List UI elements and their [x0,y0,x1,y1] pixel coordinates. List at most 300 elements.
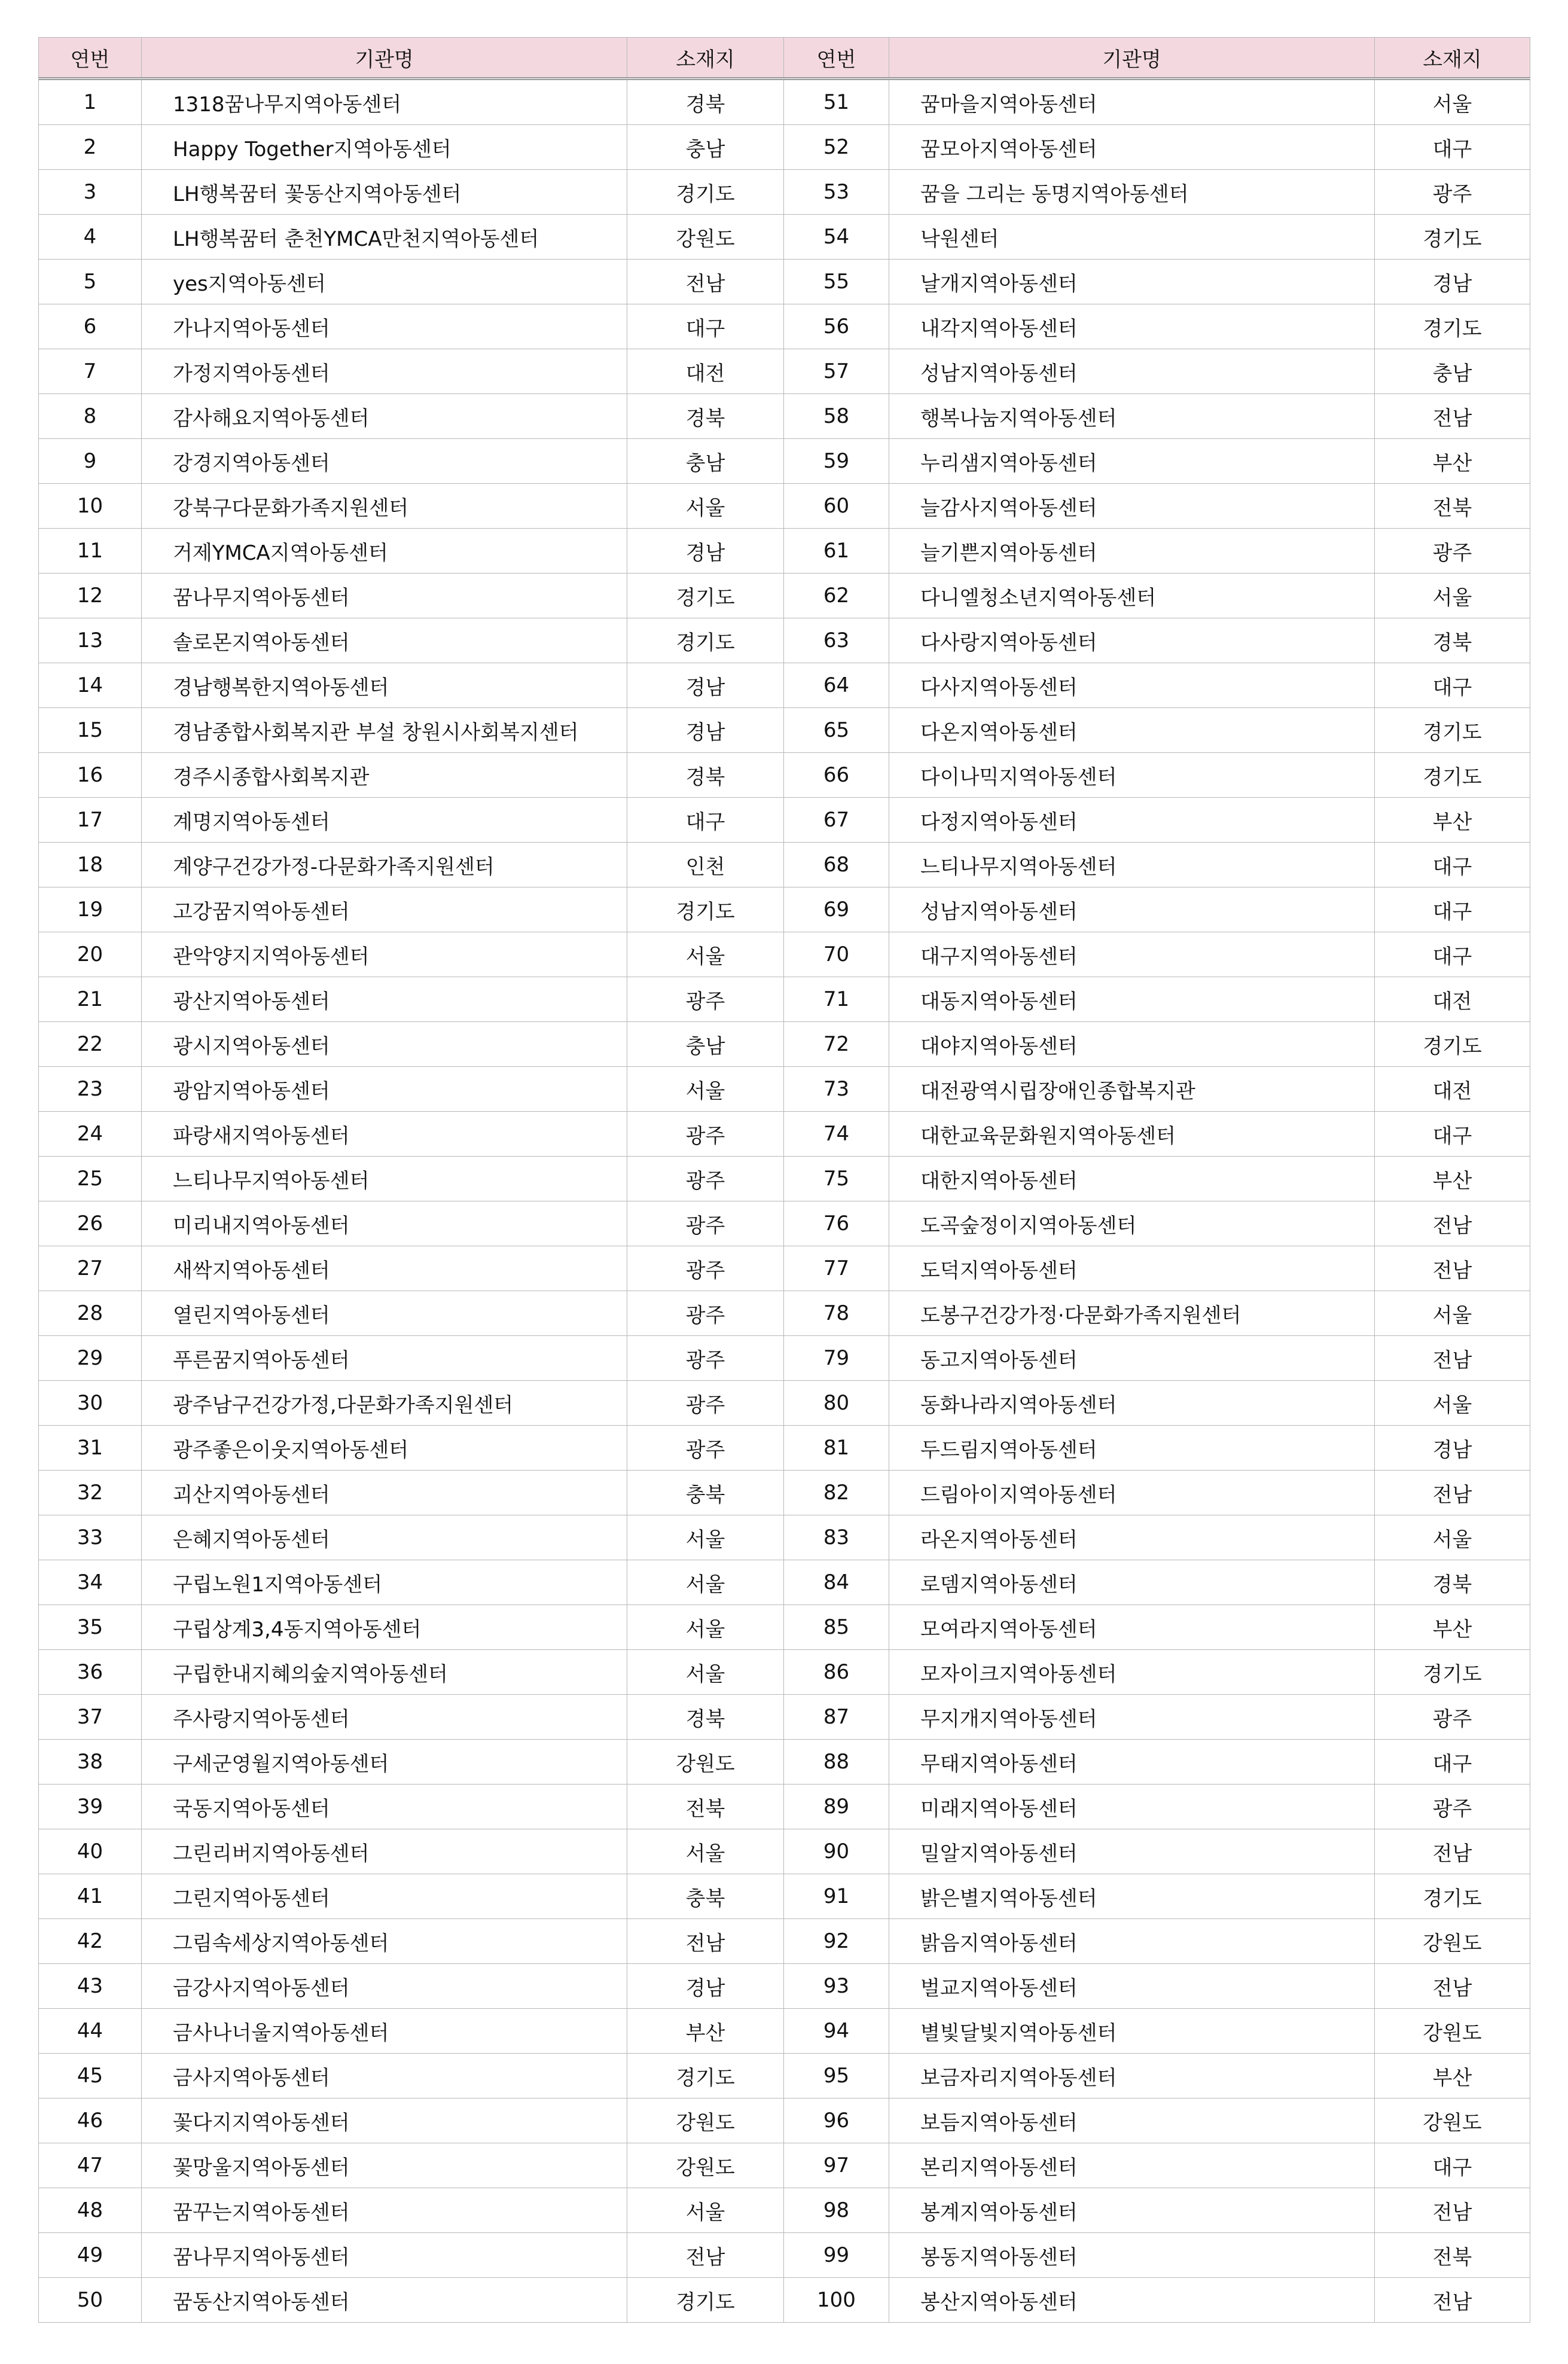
institution-name-cell: 가정지역아동센터 [142,349,627,394]
row-number-cell: 15 [39,708,142,753]
institution-name-cell: 구립상계3,4동지역아동센터 [142,1605,627,1650]
institution-name-cell: 꿈동산지역아동센터 [142,2278,627,2323]
table-row [39,618,1530,663]
location-cell: 전남 [1375,2188,1530,2233]
institution-name-cell: 밝음지역아동센터 [889,1919,1375,1964]
location-cell: 부산 [627,2009,784,2054]
location-cell: 서울 [627,1650,784,1695]
row-number-cell: 62 [784,574,889,618]
location-cell: 강원도 [1375,2009,1530,2054]
institution-name-cell: 봉계지역아동센터 [889,2188,1375,2233]
institution-name-cell: 경남종합사회복지관 부설 창원시사회복지센터 [142,708,627,753]
location-cell: 대구 [1375,125,1530,170]
institution-name-cell: 구립노원1지역아동센터 [142,1560,627,1605]
institution-name-cell: yes지역아동센터 [142,260,627,304]
institution-name-cell: Happy Together지역아동센터 [142,125,627,170]
location-cell: 부산 [1375,439,1530,484]
table-row [39,1067,1530,1112]
institution-name-cell: 성남지역아동센터 [889,349,1375,394]
institution-name-cell: 대한교육문화원지역아동센터 [889,1112,1375,1157]
row-number-cell: 91 [784,1874,889,1919]
row-number-cell: 39 [39,1785,142,1829]
location-cell: 전남 [1375,1829,1530,1874]
institution-name-cell: 꿈을 그리는 동명지역아동센터 [889,170,1375,215]
row-number-cell: 75 [784,1157,889,1201]
row-number-cell: 8 [39,394,142,439]
institution-name-cell: 도곡숲정이지역아동센터 [889,1201,1375,1246]
row-number-cell: 6 [39,304,142,349]
location-cell: 서울 [627,1605,784,1650]
location-cell: 전북 [1375,484,1530,529]
table-row [39,1336,1530,1381]
row-number-cell: 64 [784,663,889,708]
institution-name-cell: 파랑새지역아동센터 [142,1112,627,1157]
institution-name-cell: 라온지역아동센터 [889,1515,1375,1560]
row-number-cell: 32 [39,1471,142,1515]
institution-name-cell: 꿈모아지역아동센터 [889,125,1375,170]
table-row [39,170,1530,215]
location-cell: 충남 [627,439,784,484]
row-number-cell: 11 [39,529,142,574]
row-number-cell: 70 [784,932,889,977]
location-cell: 전북 [627,1785,784,1829]
institution-name-cell: 고강꿈지역아동센터 [142,887,627,932]
institution-name-cell: 모자이크지역아동센터 [889,1650,1375,1695]
row-number-cell: 79 [784,1336,889,1381]
table-row [39,708,1530,753]
row-number-cell: 31 [39,1426,142,1471]
institution-name-cell: 별빛달빛지역아동센터 [889,2009,1375,2054]
row-number-cell: 16 [39,753,142,798]
table-row [39,2009,1530,2054]
row-number-cell: 47 [39,2143,142,2188]
institution-name-cell: 대한지역아동센터 [889,1157,1375,1201]
row-number-cell: 22 [39,1022,142,1067]
table-row [39,1291,1530,1336]
institution-name-cell: 구세군영월지역아동센터 [142,1740,627,1785]
row-number-cell: 73 [784,1067,889,1112]
table-header-row [39,38,1530,79]
row-number-cell: 74 [784,1112,889,1157]
institution-name-cell: 꿈나무지역아동센터 [142,574,627,618]
row-number-cell: 3 [39,170,142,215]
row-number-cell: 49 [39,2233,142,2278]
row-number-cell: 12 [39,574,142,618]
row-number-cell: 44 [39,2009,142,2054]
institution-name-cell: 꿈나무지역아동센터 [142,2233,627,2278]
location-cell: 광주 [627,977,784,1022]
location-cell: 광주 [1375,529,1530,574]
institution-name-cell: 거제YMCA지역아동센터 [142,529,627,574]
location-cell: 전남 [1375,394,1530,439]
table-row [39,1829,1530,1874]
institution-name-cell: 감사해요지역아동센터 [142,394,627,439]
location-cell: 경기도 [627,2054,784,2098]
row-number-cell: 51 [784,79,889,125]
table-row [39,1874,1530,1919]
institution-name-cell: 금사지역아동센터 [142,2054,627,2098]
institution-name-cell: 계명지역아동센터 [142,798,627,843]
institution-name-cell: 국동지역아동센터 [142,1785,627,1829]
location-cell: 대구 [1375,2143,1530,2188]
institution-name-cell: 동화나라지역아동센터 [889,1381,1375,1426]
row-number-cell: 45 [39,2054,142,2098]
location-cell: 충남 [627,125,784,170]
institution-name-cell: 꽃다지지역아동센터 [142,2098,627,2143]
location-cell: 충북 [627,1874,784,1919]
location-cell: 광주 [627,1201,784,1246]
location-cell: 경기도 [627,887,784,932]
institution-name-cell: 낙원센터 [889,215,1375,260]
location-cell: 광주 [627,1246,784,1291]
table-row [39,1785,1530,1829]
institution-name-cell: 늘감사지역아동센터 [889,484,1375,529]
institution-name-cell: 다정지역아동센터 [889,798,1375,843]
table-row [39,2143,1530,2188]
institution-name-cell: 경주시종합사회복지관 [142,753,627,798]
location-cell: 대전 [1375,1067,1530,1112]
institution-name-cell: 관악양지지역아동센터 [142,932,627,977]
institution-name-cell: 금강사지역아동센터 [142,1964,627,2009]
location-cell: 경남 [627,529,784,574]
location-cell: 경기도 [1375,1874,1530,1919]
table-row [39,932,1530,977]
row-number-cell: 26 [39,1201,142,1246]
table-row [39,1246,1530,1291]
institution-name-cell: 광시지역아동센터 [142,1022,627,1067]
location-cell: 대전 [627,349,784,394]
location-cell: 서울 [1375,574,1530,618]
location-cell: 서울 [627,2188,784,2233]
location-cell: 경기도 [1375,304,1530,349]
row-number-cell: 14 [39,663,142,708]
table-row [39,1471,1530,1515]
institution-name-cell: 성남지역아동센터 [889,887,1375,932]
table-row [39,2098,1530,2143]
institution-name-cell: 무지개지역아동센터 [889,1695,1375,1740]
institution-name-cell: 가나지역아동센터 [142,304,627,349]
institution-name-cell: 늘기쁜지역아동센터 [889,529,1375,574]
institution-name-cell: 미리내지역아동센터 [142,1201,627,1246]
row-number-cell: 23 [39,1067,142,1112]
table-row [39,79,1530,125]
location-cell: 전남 [1375,1964,1530,2009]
location-cell: 강원도 [627,1740,784,1785]
location-cell: 전남 [1375,1246,1530,1291]
row-number-cell: 93 [784,1964,889,2009]
row-number-cell: 37 [39,1695,142,1740]
row-number-cell: 7 [39,349,142,394]
row-number-cell: 54 [784,215,889,260]
row-number-cell: 28 [39,1291,142,1336]
institution-name-cell: 주사랑지역아동센터 [142,1695,627,1740]
institution-name-cell: LH행복꿈터 꽃동산지역아동센터 [142,170,627,215]
row-number-cell: 34 [39,1560,142,1605]
location-cell: 경기도 [627,170,784,215]
header-cell: 연번 [784,38,889,79]
row-number-cell: 66 [784,753,889,798]
institution-name-cell: 구립한내지혜의숲지역아동센터 [142,1650,627,1695]
location-cell: 광주 [627,1112,784,1157]
institution-name-cell: 대동지역아동센터 [889,977,1375,1022]
institution-table [38,37,1530,2323]
row-number-cell: 95 [784,2054,889,2098]
institution-name-cell: 드림아이지역아동센터 [889,1471,1375,1515]
table-row [39,798,1530,843]
location-cell: 서울 [627,1560,784,1605]
table-row [39,1740,1530,1785]
institution-name-cell: 다이나믹지역아동센터 [889,753,1375,798]
location-cell: 대구 [627,304,784,349]
location-cell: 경남 [1375,260,1530,304]
table-row [39,1560,1530,1605]
table-row [39,484,1530,529]
location-cell: 광주 [1375,1695,1530,1740]
row-number-cell: 76 [784,1201,889,1246]
row-number-cell: 35 [39,1605,142,1650]
institution-name-cell: 꿈꾸는지역아동센터 [142,2188,627,2233]
table-row [39,1426,1530,1471]
institution-name-cell: 벌교지역아동센터 [889,1964,1375,2009]
institution-name-cell: 광주좋은이웃지역아동센터 [142,1426,627,1471]
row-number-cell: 46 [39,2098,142,2143]
row-number-cell: 43 [39,1964,142,2009]
location-cell: 경기도 [1375,708,1530,753]
row-number-cell: 19 [39,887,142,932]
location-cell: 대구 [1375,932,1530,977]
location-cell: 서울 [627,1829,784,1874]
institution-name-cell: 꿈마을지역아동센터 [889,79,1375,125]
table-row [39,125,1530,170]
institution-name-cell: 느티나무지역아동센터 [142,1157,627,1201]
table-row [39,2278,1530,2323]
row-number-cell: 81 [784,1426,889,1471]
table-row [39,529,1530,574]
row-number-cell: 97 [784,2143,889,2188]
institution-name-cell: 두드림지역아동센터 [889,1426,1375,1471]
table-row [39,1157,1530,1201]
table-row [39,843,1530,887]
location-cell: 충남 [627,1022,784,1067]
table-row [39,574,1530,618]
institution-name-cell: 누리샘지역아동센터 [889,439,1375,484]
location-cell: 서울 [627,484,784,529]
location-cell: 경남 [627,708,784,753]
row-number-cell: 9 [39,439,142,484]
row-number-cell: 58 [784,394,889,439]
row-number-cell: 69 [784,887,889,932]
location-cell: 경북 [627,753,784,798]
row-number-cell: 1 [39,79,142,125]
row-number-cell: 20 [39,932,142,977]
row-number-cell: 90 [784,1829,889,1874]
institution-name-cell: 도덕지역아동센터 [889,1246,1375,1291]
table-row [39,1515,1530,1560]
institution-name-cell: 미래지역아동센터 [889,1785,1375,1829]
institution-name-cell: 모여라지역아동센터 [889,1605,1375,1650]
location-cell: 대전 [1375,977,1530,1022]
row-number-cell: 27 [39,1246,142,1291]
location-cell: 광주 [627,1336,784,1381]
location-cell: 대구 [627,798,784,843]
table-row [39,349,1530,394]
institution-name-cell: 밀알지역아동센터 [889,1829,1375,1874]
table-row [39,1022,1530,1067]
institution-name-cell: 다사랑지역아동센터 [889,618,1375,663]
header-cell: 기관명 [889,38,1375,79]
table-row [39,1695,1530,1740]
location-cell: 부산 [1375,1605,1530,1650]
institution-name-cell: 다온지역아동센터 [889,708,1375,753]
table-row [39,304,1530,349]
institution-name-cell: 강북구다문화가족지원센터 [142,484,627,529]
institution-name-cell: 보금자리지역아동센터 [889,2054,1375,2098]
location-cell: 광주 [627,1426,784,1471]
institution-name-cell: 1318꿈나무지역아동센터 [142,79,627,125]
institution-name-cell: 무태지역아동센터 [889,1740,1375,1785]
location-cell: 전남 [627,2233,784,2278]
institution-name-cell: 느티나무지역아동센터 [889,843,1375,887]
location-cell: 강원도 [1375,2098,1530,2143]
location-cell: 전남 [627,1919,784,1964]
location-cell: 경남 [1375,1426,1530,1471]
header-cell: 소재지 [1375,38,1530,79]
table-row [39,887,1530,932]
row-number-cell: 29 [39,1336,142,1381]
row-number-cell: 96 [784,2098,889,2143]
location-cell: 대구 [1375,1740,1530,1785]
table-row [39,2054,1530,2098]
location-cell: 전북 [1375,2233,1530,2278]
location-cell: 전남 [627,260,784,304]
table-row [39,1112,1530,1157]
institution-name-cell: 금사나너울지역아동센터 [142,2009,627,2054]
location-cell: 광주 [1375,1785,1530,1829]
row-number-cell: 38 [39,1740,142,1785]
location-cell: 서울 [1375,1381,1530,1426]
location-cell: 서울 [627,1067,784,1112]
row-number-cell: 68 [784,843,889,887]
location-cell: 서울 [1375,1291,1530,1336]
location-cell: 서울 [1375,79,1530,125]
row-number-cell: 24 [39,1112,142,1157]
institution-name-cell: 계양구건강가정-다문화가족지원센터 [142,843,627,887]
location-cell: 대구 [1375,663,1530,708]
location-cell: 광주 [627,1157,784,1201]
table-row [39,215,1530,260]
row-number-cell: 2 [39,125,142,170]
table-row [39,1964,1530,2009]
row-number-cell: 17 [39,798,142,843]
row-number-cell: 25 [39,1157,142,1201]
row-number-cell: 40 [39,1829,142,1874]
institution-name-cell: 광주남구건강가정,다문화가족지원센터 [142,1381,627,1426]
location-cell: 서울 [1375,1515,1530,1560]
institution-name-cell: 대구지역아동센터 [889,932,1375,977]
location-cell: 경기도 [1375,215,1530,260]
institution-name-cell: LH행복꿈터 춘천YMCA만천지역아동센터 [142,215,627,260]
header-cell: 소재지 [627,38,784,79]
location-cell: 경북 [627,1695,784,1740]
location-cell: 전남 [1375,1201,1530,1246]
row-number-cell: 94 [784,2009,889,2054]
table-row [39,663,1530,708]
location-cell: 충북 [627,1471,784,1515]
institution-name-cell: 봉동지역아동센터 [889,2233,1375,2278]
table-body [39,79,1530,2323]
row-number-cell: 61 [784,529,889,574]
institution-name-cell: 로뎀지역아동센터 [889,1560,1375,1605]
row-number-cell: 5 [39,260,142,304]
row-number-cell: 78 [784,1291,889,1336]
row-number-cell: 85 [784,1605,889,1650]
row-number-cell: 72 [784,1022,889,1067]
table-row [39,2233,1530,2278]
location-cell: 경기도 [627,618,784,663]
institution-name-cell: 도봉구건강가정·다문화가족지원센터 [889,1291,1375,1336]
institution-name-cell: 광산지역아동센터 [142,977,627,1022]
table-row [39,1605,1530,1650]
institution-name-cell: 보듬지역아동센터 [889,2098,1375,2143]
row-number-cell: 71 [784,977,889,1022]
location-cell: 충남 [1375,349,1530,394]
table-row [39,2188,1530,2233]
table-row [39,1919,1530,1964]
location-cell: 경북 [627,79,784,125]
row-number-cell: 18 [39,843,142,887]
row-number-cell: 92 [784,1919,889,1964]
institution-name-cell: 괴산지역아동센터 [142,1471,627,1515]
location-cell: 경기도 [1375,753,1530,798]
row-number-cell: 10 [39,484,142,529]
location-cell: 서울 [627,1515,784,1560]
row-number-cell: 36 [39,1650,142,1695]
table-row [39,1201,1530,1246]
institution-name-cell: 강경지역아동센터 [142,439,627,484]
row-number-cell: 67 [784,798,889,843]
header-cell: 기관명 [142,38,627,79]
location-cell: 인천 [627,843,784,887]
institution-name-cell: 대야지역아동센터 [889,1022,1375,1067]
location-cell: 전남 [1375,2278,1530,2323]
row-number-cell: 48 [39,2188,142,2233]
location-cell: 경북 [1375,618,1530,663]
location-cell: 경기도 [627,2278,784,2323]
institution-name-cell: 솔로몬지역아동센터 [142,618,627,663]
institution-name-cell: 은혜지역아동센터 [142,1515,627,1560]
location-cell: 경기도 [1375,1650,1530,1695]
location-cell: 경북 [1375,1560,1530,1605]
location-cell: 전남 [1375,1471,1530,1515]
institution-name-cell: 봉산지역아동센터 [889,2278,1375,2323]
location-cell: 대구 [1375,843,1530,887]
row-number-cell: 100 [784,2278,889,2323]
row-number-cell: 42 [39,1919,142,1964]
location-cell: 경북 [627,394,784,439]
institution-name-cell: 새싹지역아동센터 [142,1246,627,1291]
row-number-cell: 21 [39,977,142,1022]
institution-name-cell: 그린리버지역아동센터 [142,1829,627,1874]
row-number-cell: 82 [784,1471,889,1515]
row-number-cell: 59 [784,439,889,484]
location-cell: 경기도 [1375,1022,1530,1067]
institution-name-cell: 날개지역아동센터 [889,260,1375,304]
row-number-cell: 83 [784,1515,889,1560]
row-number-cell: 57 [784,349,889,394]
institution-name-cell: 그린지역아동센터 [142,1874,627,1919]
institution-name-cell: 행복나눔지역아동센터 [889,394,1375,439]
row-number-cell: 80 [784,1381,889,1426]
